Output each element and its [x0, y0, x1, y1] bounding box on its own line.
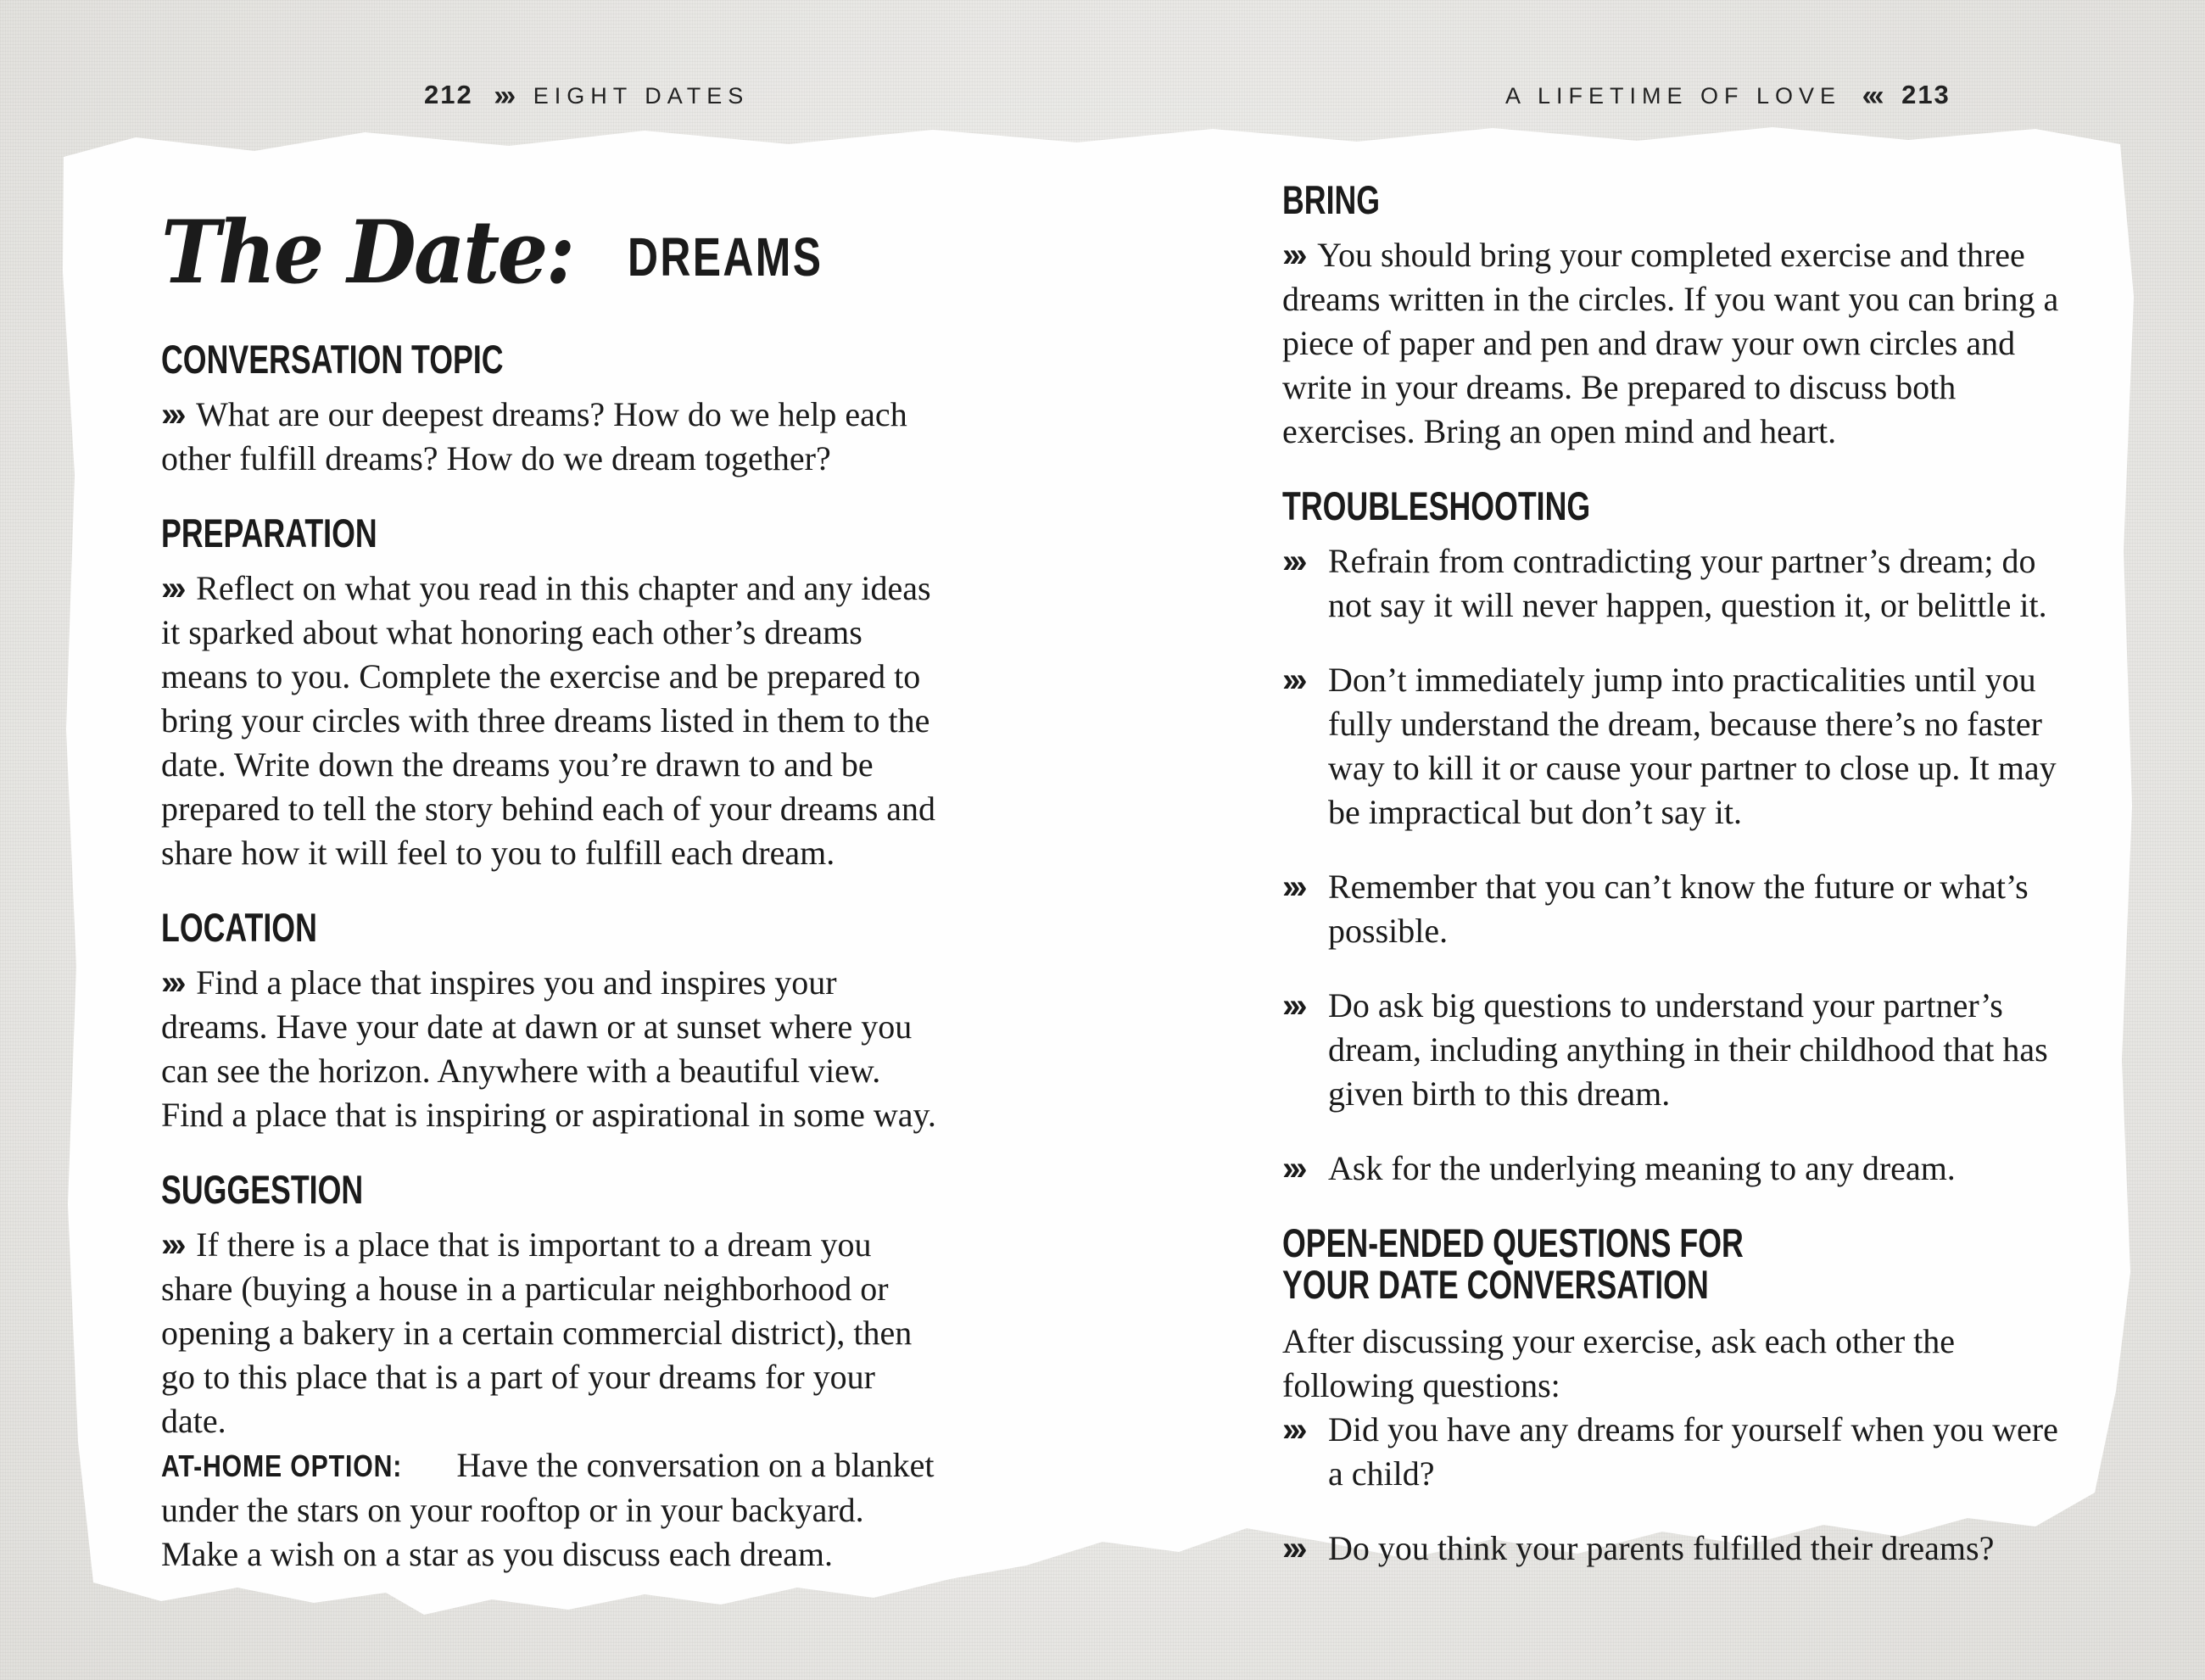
preparation-text: ››› Reflect on what you read in this chapter and any ideas it sparked about what honoring each other’s dreams means to you. Complete the exercise and be prepared to bring your circles with three dreams listed in them to the date. Write down the dreams you’re drawn to and be prepared to tell the story behind each of your dreams and share how it will feel to you to fulfill each dream. [161, 568, 936, 872]
chevron-bullet-icon: ››› [1282, 986, 1303, 1024]
question-item: ››› Do you think your parents fulfilled their dreams? [1282, 1527, 2078, 1571]
date-title [161, 202, 941, 304]
location-text: ››› Find a place that inspires you and inspires your dreams. Have your date at dawn or at sunset where you can see the horizon. Anywhere with a beautiful view. Find a place that is inspiring or aspirational in some way. [161, 963, 936, 1134]
chevron-bullet-icon: ››› [1282, 1149, 1303, 1187]
questions-list [1282, 1408, 2078, 1571]
chevron-bullet-icon: ››› [1282, 1410, 1303, 1448]
date-title-script: The Date: [161, 202, 573, 304]
at-home-option-text: Have the conversation on a blanket under the stars on your rooftop or in your backyard. Make a wish on a star as you discuss each dream. [161, 1445, 935, 1573]
heading-bring: BRING [1282, 177, 1381, 222]
chevron-bullet-icon: ››› [161, 395, 182, 433]
heading-location: LOCATION [161, 904, 317, 950]
chevron-bullet-icon: ››› [1282, 236, 1303, 274]
page-number-right: 213 [1901, 80, 1951, 109]
heading-troubleshooting: TROUBLESHOOTING [1282, 483, 1591, 528]
conversation-topic-text: ››› What are our deepest dreams? How do we help each other fulfill dreams? How do we dream together? [161, 394, 907, 477]
heading-suggestion: SUGGESTION [161, 1166, 364, 1212]
heading-preparation: PREPARATION [161, 510, 377, 555]
chevron-bullet-icon: ››› [161, 1225, 182, 1264]
chevron-bullet-icon: ››› [1282, 661, 1303, 699]
date-title-topic: DREAMS [627, 226, 823, 287]
running-title-left: EIGHT DATES [533, 83, 750, 109]
bring-text: ››› You should bring your completed exercise and three dreams written in the circles. If you want you can bring a piece of paper and pen and draw your own circles and write in your dreams. Be prepared to discuss both exercises. Bring an open mind and heart. [1282, 235, 2059, 450]
chevron-bullet-icon: ››› [1282, 542, 1303, 580]
chevrons-left-icon: ‹‹‹ [1862, 80, 1881, 112]
chevron-bullet-icon: ››› [161, 963, 182, 1002]
heading-open-ended-questions: OPEN-ENDED QUESTIONS FOR YOUR DATE CONVERSATION [1282, 1220, 1744, 1307]
troubleshooting-item: ››› Ask for the underlying meaning to any dream. [1282, 1147, 2078, 1191]
open-ended-questions-intro: After discussing your exercise, ask each other the following questions: [1282, 1321, 1956, 1404]
chevrons-right-icon: ››› [494, 80, 513, 112]
heading-conversation-topic: CONVERSATION TOPIC [161, 337, 504, 382]
troubleshooting-item: ››› Refrain from contradicting your partner’s dream; do not say it will never happen, question it, or belittle it. [1282, 539, 2078, 628]
troubleshooting-item: ››› Remember that you can’t know the future or what’s possible. [1282, 865, 2078, 953]
running-header-right [1505, 78, 1951, 111]
running-title-right: A LIFETIME OF LOVE [1505, 83, 1842, 109]
right-page-column [1282, 177, 2078, 1571]
troubleshooting-item: ››› Do ask big questions to understand your partner’s dream, including anything in their childhood that has given birth to this dream. [1282, 984, 2078, 1116]
page-number-left: 212 [424, 80, 473, 109]
chevron-bullet-icon: ››› [161, 569, 182, 607]
at-home-option [161, 1443, 941, 1577]
chevron-bullet-icon: ››› [1282, 868, 1303, 906]
chevron-bullet-icon: ››› [1282, 1529, 1303, 1567]
running-header-left [424, 78, 749, 111]
troubleshooting-list [1282, 539, 2078, 1191]
suggestion-text: ››› If there is a place that is important to a dream you share (buying a house in a particular neighborhood or opening a bakery in a certain commercial district), then go to this place that is a part of your dreams for your date. [161, 1225, 913, 1440]
question-item: ››› Did you have any dreams for yourself when you were a child? [1282, 1408, 2078, 1496]
left-page-column [161, 202, 941, 1577]
troubleshooting-item: ››› Don’t immediately jump into practicalities until you fully understand the dream, because there’s no faster way to kill it or cause your partner to close up. It may be impractical but don’t say it. [1282, 658, 2078, 834]
at-home-option-label: AT-HOME OPTION: [161, 1448, 403, 1483]
